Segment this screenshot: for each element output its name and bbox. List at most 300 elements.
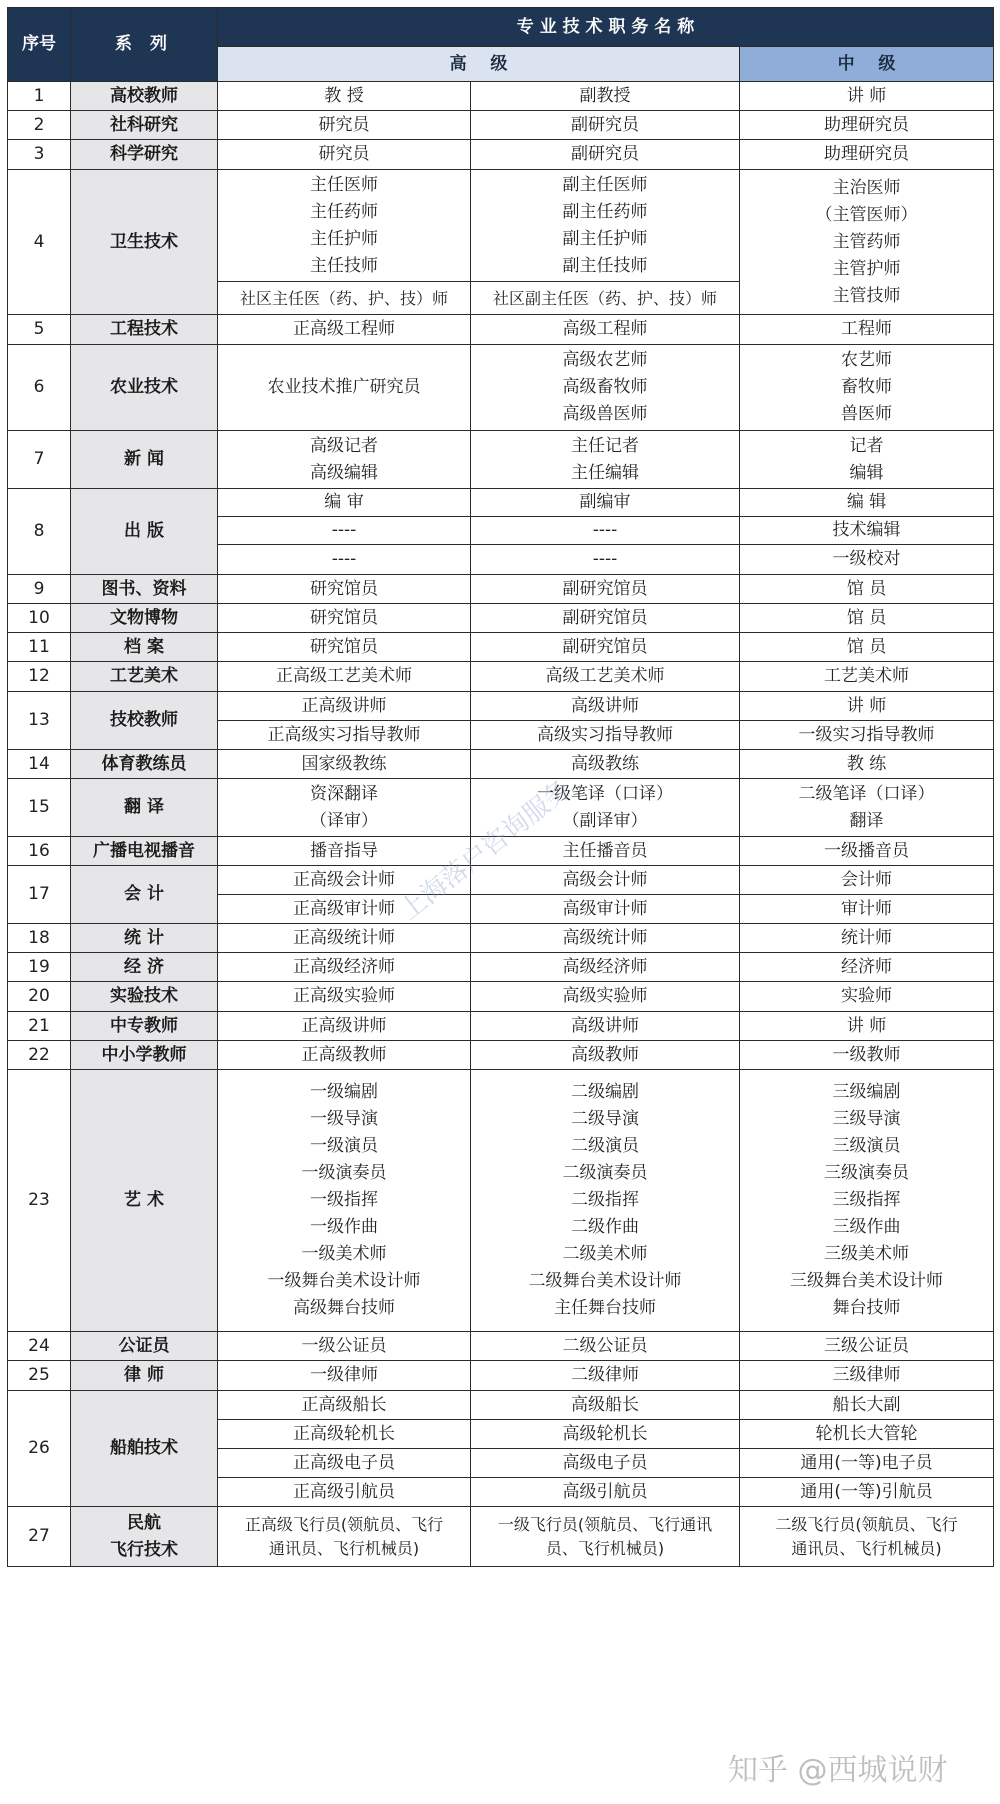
header-senior: 高 级: [218, 47, 740, 82]
senior-cell: [218, 517, 471, 545]
intermediate-cell: [740, 431, 994, 489]
senior-cell: [218, 545, 471, 575]
intermediate-cell: [740, 1070, 994, 1332]
watermark-text: 上海落户咨询服务: [394, 774, 577, 927]
cell-line: 高级教师: [571, 1044, 639, 1065]
senior-cell: [218, 315, 471, 345]
senior-b-cell: [471, 170, 740, 282]
deputy-senior-cell: [471, 345, 740, 431]
cell-line: 高级兽医师: [562, 404, 648, 424]
row-series: 广播电视播音: [71, 837, 218, 866]
cell-line: 二级导演: [571, 1109, 639, 1129]
cell-line: 主任技师: [310, 255, 378, 276]
intermediate-cell: [740, 82, 994, 111]
deputy-senior-cell: [471, 315, 740, 345]
cell-line: 一级舞台美术设计师: [267, 1271, 421, 1291]
cell-line: 通讯员、飞行机械员): [268, 1538, 420, 1558]
cell-line: 一级教师: [832, 1044, 901, 1065]
deputy-senior-cell: [471, 953, 740, 982]
cell-line: 研究馆员: [310, 636, 378, 657]
cell-line: 一级实习指导教师: [798, 724, 935, 745]
cell-line: 研究员: [318, 114, 370, 135]
senior-cell: [218, 1449, 471, 1478]
cell-line: 副主任技师: [562, 255, 648, 276]
deputy-senior-cell: [471, 866, 740, 895]
intermediate-cell: [740, 1449, 994, 1478]
cell-line: 舞台技师: [832, 1298, 901, 1318]
cell-line: 高级电子员: [562, 1452, 648, 1473]
cell-line: 教 授: [324, 85, 364, 106]
cell-line: 高级教练: [571, 753, 639, 774]
row-series: 统 计: [71, 924, 218, 953]
cell-line: 一级公证员: [301, 1335, 387, 1356]
table-row: [8, 1070, 994, 1332]
cell-line: 三级美术师: [824, 1244, 910, 1264]
deputy-senior-cell: [471, 575, 740, 604]
header-series: 系 列: [71, 8, 218, 82]
cell-line: 二级美术师: [562, 1244, 648, 1264]
intermediate-cell: [740, 170, 994, 315]
row-series: 公证员: [71, 1332, 218, 1361]
table-row: [8, 345, 994, 431]
cell-line: 副研究员: [571, 114, 639, 135]
cell-line: 通用(一等)引航员: [800, 1481, 933, 1502]
row-index: 1: [8, 82, 71, 111]
row-series: 图书、资料: [71, 575, 218, 604]
senior-cell: [218, 1478, 471, 1507]
cell-line: 农业技术推广研究员: [267, 377, 421, 397]
cell-line: 主任护师: [310, 228, 378, 249]
intermediate-cell: [740, 315, 994, 345]
cell-line: 二级演员: [571, 1136, 639, 1156]
deputy-senior-cell: [471, 982, 740, 1012]
row-index: 4: [8, 170, 71, 315]
deputy-senior-cell: [471, 924, 740, 953]
deputy-senior-cell: [471, 1391, 740, 1420]
deputy-senior-cell: [471, 721, 740, 750]
intermediate-cell: [740, 750, 994, 779]
row-series: 律 师: [71, 1361, 218, 1391]
intermediate-cell: [740, 517, 994, 545]
table-row: [8, 111, 994, 140]
cell-line: 主任记者: [571, 435, 639, 456]
cell-line: 资深翻译: [310, 783, 378, 804]
table-row: [8, 837, 994, 866]
cell-line: 工艺美术师: [824, 666, 910, 686]
row-series: 艺 术: [71, 1070, 218, 1332]
cell-line: 农艺师: [841, 350, 893, 370]
row-index: 10: [8, 604, 71, 633]
deputy-senior-cell: [471, 82, 740, 111]
cell-line: 一级播音员: [824, 840, 910, 861]
cell-line: 主任舞台技师: [554, 1298, 656, 1318]
cell-line: 高级统计师: [562, 927, 648, 948]
cell-line: 高级审计师: [562, 898, 648, 919]
cell-line: 一级演员: [310, 1136, 378, 1156]
row-index: 21: [8, 1012, 71, 1041]
cell-line: 主任编辑: [571, 462, 639, 483]
cell-line: 副研究馆员: [562, 636, 648, 657]
cell-line: 一级美术师: [301, 1244, 387, 1264]
deputy-senior-cell: [471, 111, 740, 140]
cell-line: 高级编辑: [310, 462, 378, 483]
table-row: [8, 662, 994, 692]
cell-line: 副主任药师: [562, 201, 648, 222]
senior-cell: [218, 604, 471, 633]
cell-line: ----: [331, 549, 357, 569]
row-index: 15: [8, 779, 71, 837]
cell-line: 二级笔译（口译）: [798, 783, 935, 804]
intermediate-cell: [740, 866, 994, 895]
table-row: [8, 779, 994, 837]
cell-line: 高级轮机长: [562, 1423, 648, 1444]
deputy-senior-cell: [471, 1070, 740, 1332]
row-index: 17: [8, 866, 71, 924]
cell-line: 正高级船长: [301, 1394, 387, 1415]
cell-line: 主管药师: [832, 231, 901, 252]
cell-line: 研究馆员: [310, 607, 378, 628]
cell-line: 三级舞台美术设计师: [790, 1271, 944, 1291]
header-title: 专 业 技 术 职 务 名 称: [218, 8, 994, 47]
cell-line: 高级经济师: [562, 956, 648, 977]
cell-line: 正高级引航员: [293, 1481, 395, 1502]
row-series: 实验技术: [71, 982, 218, 1012]
cell-line: 助理研究员: [824, 114, 910, 135]
cell-line: 播音指导: [310, 840, 378, 861]
cell-line: （主管医师）: [815, 204, 918, 225]
row-series: 新 闻: [71, 431, 218, 489]
cell-line: 通讯员、飞行机械员): [791, 1538, 942, 1558]
cell-line: 兽医师: [841, 404, 893, 424]
intermediate-cell: [740, 604, 994, 633]
row-index: 19: [8, 953, 71, 982]
cell-line: 高级记者: [310, 435, 378, 456]
cell-line: 一级飞行员(领航员、飞行通讯: [497, 1514, 713, 1534]
senior-cell: [218, 662, 471, 692]
row-index: 6: [8, 345, 71, 431]
cell-line: 通用(一等)电子员: [800, 1452, 933, 1473]
row-series: 经 济: [71, 953, 218, 982]
row-index: 20: [8, 982, 71, 1012]
row-index: 16: [8, 837, 71, 866]
deputy-senior-cell: [471, 1478, 740, 1507]
senior-cell: [218, 1041, 471, 1070]
deputy-senior-cell: [471, 1507, 740, 1567]
senior-cell: [218, 575, 471, 604]
senior-cell: [218, 692, 471, 721]
header-index: 序号: [8, 8, 71, 82]
row-series: 工艺美术: [71, 662, 218, 692]
row-series: 技校教师: [71, 692, 218, 750]
senior-cell: [218, 750, 471, 779]
cell-line: 一级律师: [310, 1365, 378, 1385]
intermediate-cell: [740, 779, 994, 837]
row-series: 船舶技术: [71, 1391, 218, 1507]
intermediate-cell: [740, 575, 994, 604]
deputy-senior-cell: [471, 1332, 740, 1361]
cell-line: 正高级经济师: [293, 956, 395, 977]
row-series: 档 案: [71, 633, 218, 662]
senior-cell: [218, 489, 471, 517]
deputy-senior-cell: [471, 779, 740, 837]
intermediate-cell: [740, 1012, 994, 1041]
table-row: [8, 750, 994, 779]
deputy-senior-cell: [471, 431, 740, 489]
table-row: [8, 866, 994, 895]
intermediate-cell: [740, 721, 994, 750]
cell-line: 主治医师: [832, 177, 901, 198]
cell-line: ----: [331, 520, 357, 540]
senior-cell: [218, 1070, 471, 1332]
cell-line: 副主任医师: [562, 174, 648, 195]
row-series: 科学研究: [71, 140, 218, 170]
cell-line: 一级指挥: [310, 1190, 378, 1210]
table-row: [8, 1391, 994, 1420]
cell-line: 一级导演: [310, 1109, 378, 1129]
row-series: 高校教师: [71, 82, 218, 111]
intermediate-cell: [740, 982, 994, 1012]
senior-cell: [218, 721, 471, 750]
cell-line: 副教授: [579, 85, 631, 106]
cell-line: 三级指挥: [832, 1190, 901, 1210]
senior-cell: [218, 633, 471, 662]
cell-line: ----: [592, 549, 618, 569]
cell-line: 畜牧师: [841, 377, 893, 397]
cell-line: 会计师: [841, 869, 893, 890]
row-series: 文物博物: [71, 604, 218, 633]
row-series: 社科研究: [71, 111, 218, 140]
table-row: [8, 1507, 994, 1567]
cell-line: 助理研究员: [824, 144, 910, 164]
senior-a-cell: [218, 170, 471, 282]
cell-line: （译审）: [310, 810, 378, 831]
cell-line: 正高级讲师: [301, 695, 387, 716]
cell-line: 正高级工程师: [293, 319, 395, 339]
table-row: [8, 1332, 994, 1361]
cell-line: 高级实习指导教师: [537, 724, 673, 745]
row-series: 农业技术: [71, 345, 218, 431]
intermediate-cell: [740, 953, 994, 982]
cell-line: 正高级讲师: [301, 1015, 387, 1036]
cell-line: 二级飞行员(领航员、飞行: [775, 1514, 958, 1534]
cell-line: 馆 员: [846, 578, 887, 599]
cell-line: 经济师: [841, 956, 893, 977]
intermediate-cell: [740, 1391, 994, 1420]
intermediate-cell: [740, 924, 994, 953]
table-row: [8, 575, 994, 604]
cell-line: 轮机长大管轮: [815, 1423, 918, 1444]
cell-line: 员、飞行机械员): [545, 1538, 665, 1558]
cell-line: 主任播音员: [562, 840, 648, 861]
row-series: 中小学教师: [71, 1041, 218, 1070]
deputy-senior-cell: [471, 895, 740, 924]
table-row: [8, 953, 994, 982]
senior-cell: [218, 866, 471, 895]
deputy-senior-cell: [471, 1449, 740, 1478]
cell-line: 三级编剧: [832, 1082, 901, 1102]
row-series: 翻 译: [71, 779, 218, 837]
deputy-senior-cell: [471, 1012, 740, 1041]
deputy-senior-cell: [471, 662, 740, 692]
intermediate-cell: [740, 111, 994, 140]
cell-line: 翻译: [849, 810, 884, 831]
intermediate-cell: [740, 545, 994, 575]
row-index: 3: [8, 140, 71, 170]
cell-line: 高级讲师: [571, 1015, 639, 1036]
title-table: [7, 7, 994, 1567]
table-row: [8, 1012, 994, 1041]
cell-line: 编辑: [849, 462, 884, 483]
intermediate-cell: [740, 837, 994, 866]
intermediate-cell: [740, 1420, 994, 1449]
cell-line: 三级作曲: [832, 1217, 901, 1237]
cell-line: 三级导演: [832, 1109, 901, 1129]
intermediate-cell: [740, 1332, 994, 1361]
cell-line: 三级演员: [832, 1136, 901, 1156]
deputy-senior-cell: [471, 1041, 740, 1070]
deputy-senior-cell: [471, 750, 740, 779]
cell-line: 高级农艺师: [562, 350, 648, 370]
cell-line: 高级实验师: [562, 986, 648, 1006]
deputy-senior-cell: [471, 692, 740, 721]
deputy-senior-cell: [471, 837, 740, 866]
intermediate-cell: [740, 1361, 994, 1391]
intermediate-cell: [740, 345, 994, 431]
cell-line: 正高级会计师: [293, 869, 395, 890]
cell-line: 研究馆员: [310, 578, 378, 599]
table-row: [8, 82, 994, 111]
cell-line: 高级讲师: [571, 695, 639, 716]
row-series: 工程技术: [71, 315, 218, 345]
cell-line: 正高级电子员: [293, 1452, 395, 1473]
cell-line: 讲 师: [846, 85, 887, 106]
cell-line: 高级工艺美术师: [545, 666, 665, 686]
senior-cell: [218, 1507, 471, 1567]
cell-line: 副研究馆员: [562, 578, 648, 599]
cell-line: 正高级轮机长: [293, 1423, 395, 1444]
row-index: 2: [8, 111, 71, 140]
cell-line: 一级演奏员: [301, 1163, 387, 1183]
row-index: 26: [8, 1391, 71, 1507]
senior-cell: [218, 895, 471, 924]
row-index: 8: [8, 489, 71, 575]
table-row: [8, 315, 994, 345]
cell-line: 高级工程师: [562, 319, 648, 339]
intermediate-cell: [740, 1507, 994, 1567]
intermediate-cell: [740, 1478, 994, 1507]
table-row: [8, 1361, 994, 1391]
senior-cell: [218, 1332, 471, 1361]
row-series: 卫生技术: [71, 170, 218, 315]
row-index: 27: [8, 1507, 71, 1567]
table-row: [8, 633, 994, 662]
table-row: [8, 1041, 994, 1070]
table-row: [8, 982, 994, 1012]
row-index: 25: [8, 1361, 71, 1391]
deputy-senior-cell: [471, 489, 740, 517]
cell-line: 副编审: [579, 492, 631, 512]
senior-cell: [218, 111, 471, 140]
cell-line: 正高级统计师: [293, 927, 395, 948]
row-index: 23: [8, 1070, 71, 1332]
cell-line: 二级律师: [571, 1365, 639, 1385]
cell-line: 一级编剧: [310, 1082, 378, 1102]
deputy-senior-cell: [471, 633, 740, 662]
cell-line: 工程师: [841, 319, 893, 339]
intermediate-cell: [740, 662, 994, 692]
cell-line: 正高级实习指导教师: [267, 724, 421, 745]
cell-line: 副研究员: [571, 144, 639, 164]
cell-line: 高级舞台技师: [293, 1298, 395, 1318]
table-row: [8, 170, 994, 282]
senior-cell: [218, 140, 471, 170]
cell-line: 审计师: [841, 898, 893, 919]
cell-line: 讲 师: [846, 695, 887, 716]
cell-line: 技术编辑: [832, 520, 901, 540]
zhihu-watermark: 知乎 @西城说财: [728, 1753, 948, 1788]
cell-line: 一级校对: [832, 549, 901, 569]
row-series: 中专教师: [71, 1012, 218, 1041]
senior-cell: [218, 953, 471, 982]
cell-line: 主任药师: [310, 201, 378, 222]
deputy-senior-cell: [471, 545, 740, 575]
cell-line: 实验师: [841, 986, 893, 1006]
row-series: 民航 飞行技术: [71, 1507, 218, 1567]
table-row: [8, 489, 994, 517]
cell-line: 副主任护师: [562, 228, 648, 249]
table-row: [8, 604, 994, 633]
table-row: [8, 431, 994, 489]
cell-line: 主管技师: [832, 285, 901, 306]
cell-line: 一级作曲: [310, 1217, 378, 1237]
cell-line: 正高级飞行员(领航员、飞行: [244, 1514, 444, 1534]
senior-cell: [218, 982, 471, 1012]
cell-line: 副研究馆员: [562, 607, 648, 628]
cell-line: ----: [592, 520, 618, 540]
cell-line: 高级引航员: [562, 1481, 648, 1502]
senior-cell: [218, 837, 471, 866]
cell-line: 正高级实验师: [293, 986, 395, 1006]
cell-line: 研究员: [318, 144, 370, 164]
senior-cell: [218, 1012, 471, 1041]
row-index: 7: [8, 431, 71, 489]
senior-cell: [218, 82, 471, 111]
cell-line: 国家级教练: [301, 753, 387, 774]
row-series: 会 计: [71, 866, 218, 924]
community-deputy-cell: 社区副主任医（药、护、技）师: [471, 282, 740, 315]
senior-cell: [218, 779, 471, 837]
cell-line: 二级演奏员: [562, 1163, 648, 1183]
cell-line: 二级作曲: [571, 1217, 639, 1237]
cell-line: 统计师: [841, 927, 893, 948]
cell-line: 馆 员: [846, 636, 887, 657]
cell-line: 编 辑: [846, 492, 887, 512]
row-index: 12: [8, 662, 71, 692]
senior-cell: [218, 431, 471, 489]
cell-line: 正高级教师: [301, 1044, 387, 1065]
community-senior-cell: 社区主任医（药、护、技）师: [218, 282, 471, 315]
cell-line: 二级公证员: [562, 1335, 648, 1356]
deputy-senior-cell: [471, 140, 740, 170]
cell-line: 三级公证员: [824, 1335, 910, 1356]
row-index: 22: [8, 1041, 71, 1070]
header-intermediate: 中 级: [740, 47, 994, 82]
row-index: 18: [8, 924, 71, 953]
table-row: [8, 140, 994, 170]
senior-cell: [218, 1420, 471, 1449]
cell-line: 二级编剧: [571, 1082, 639, 1102]
row-index: 13: [8, 692, 71, 750]
